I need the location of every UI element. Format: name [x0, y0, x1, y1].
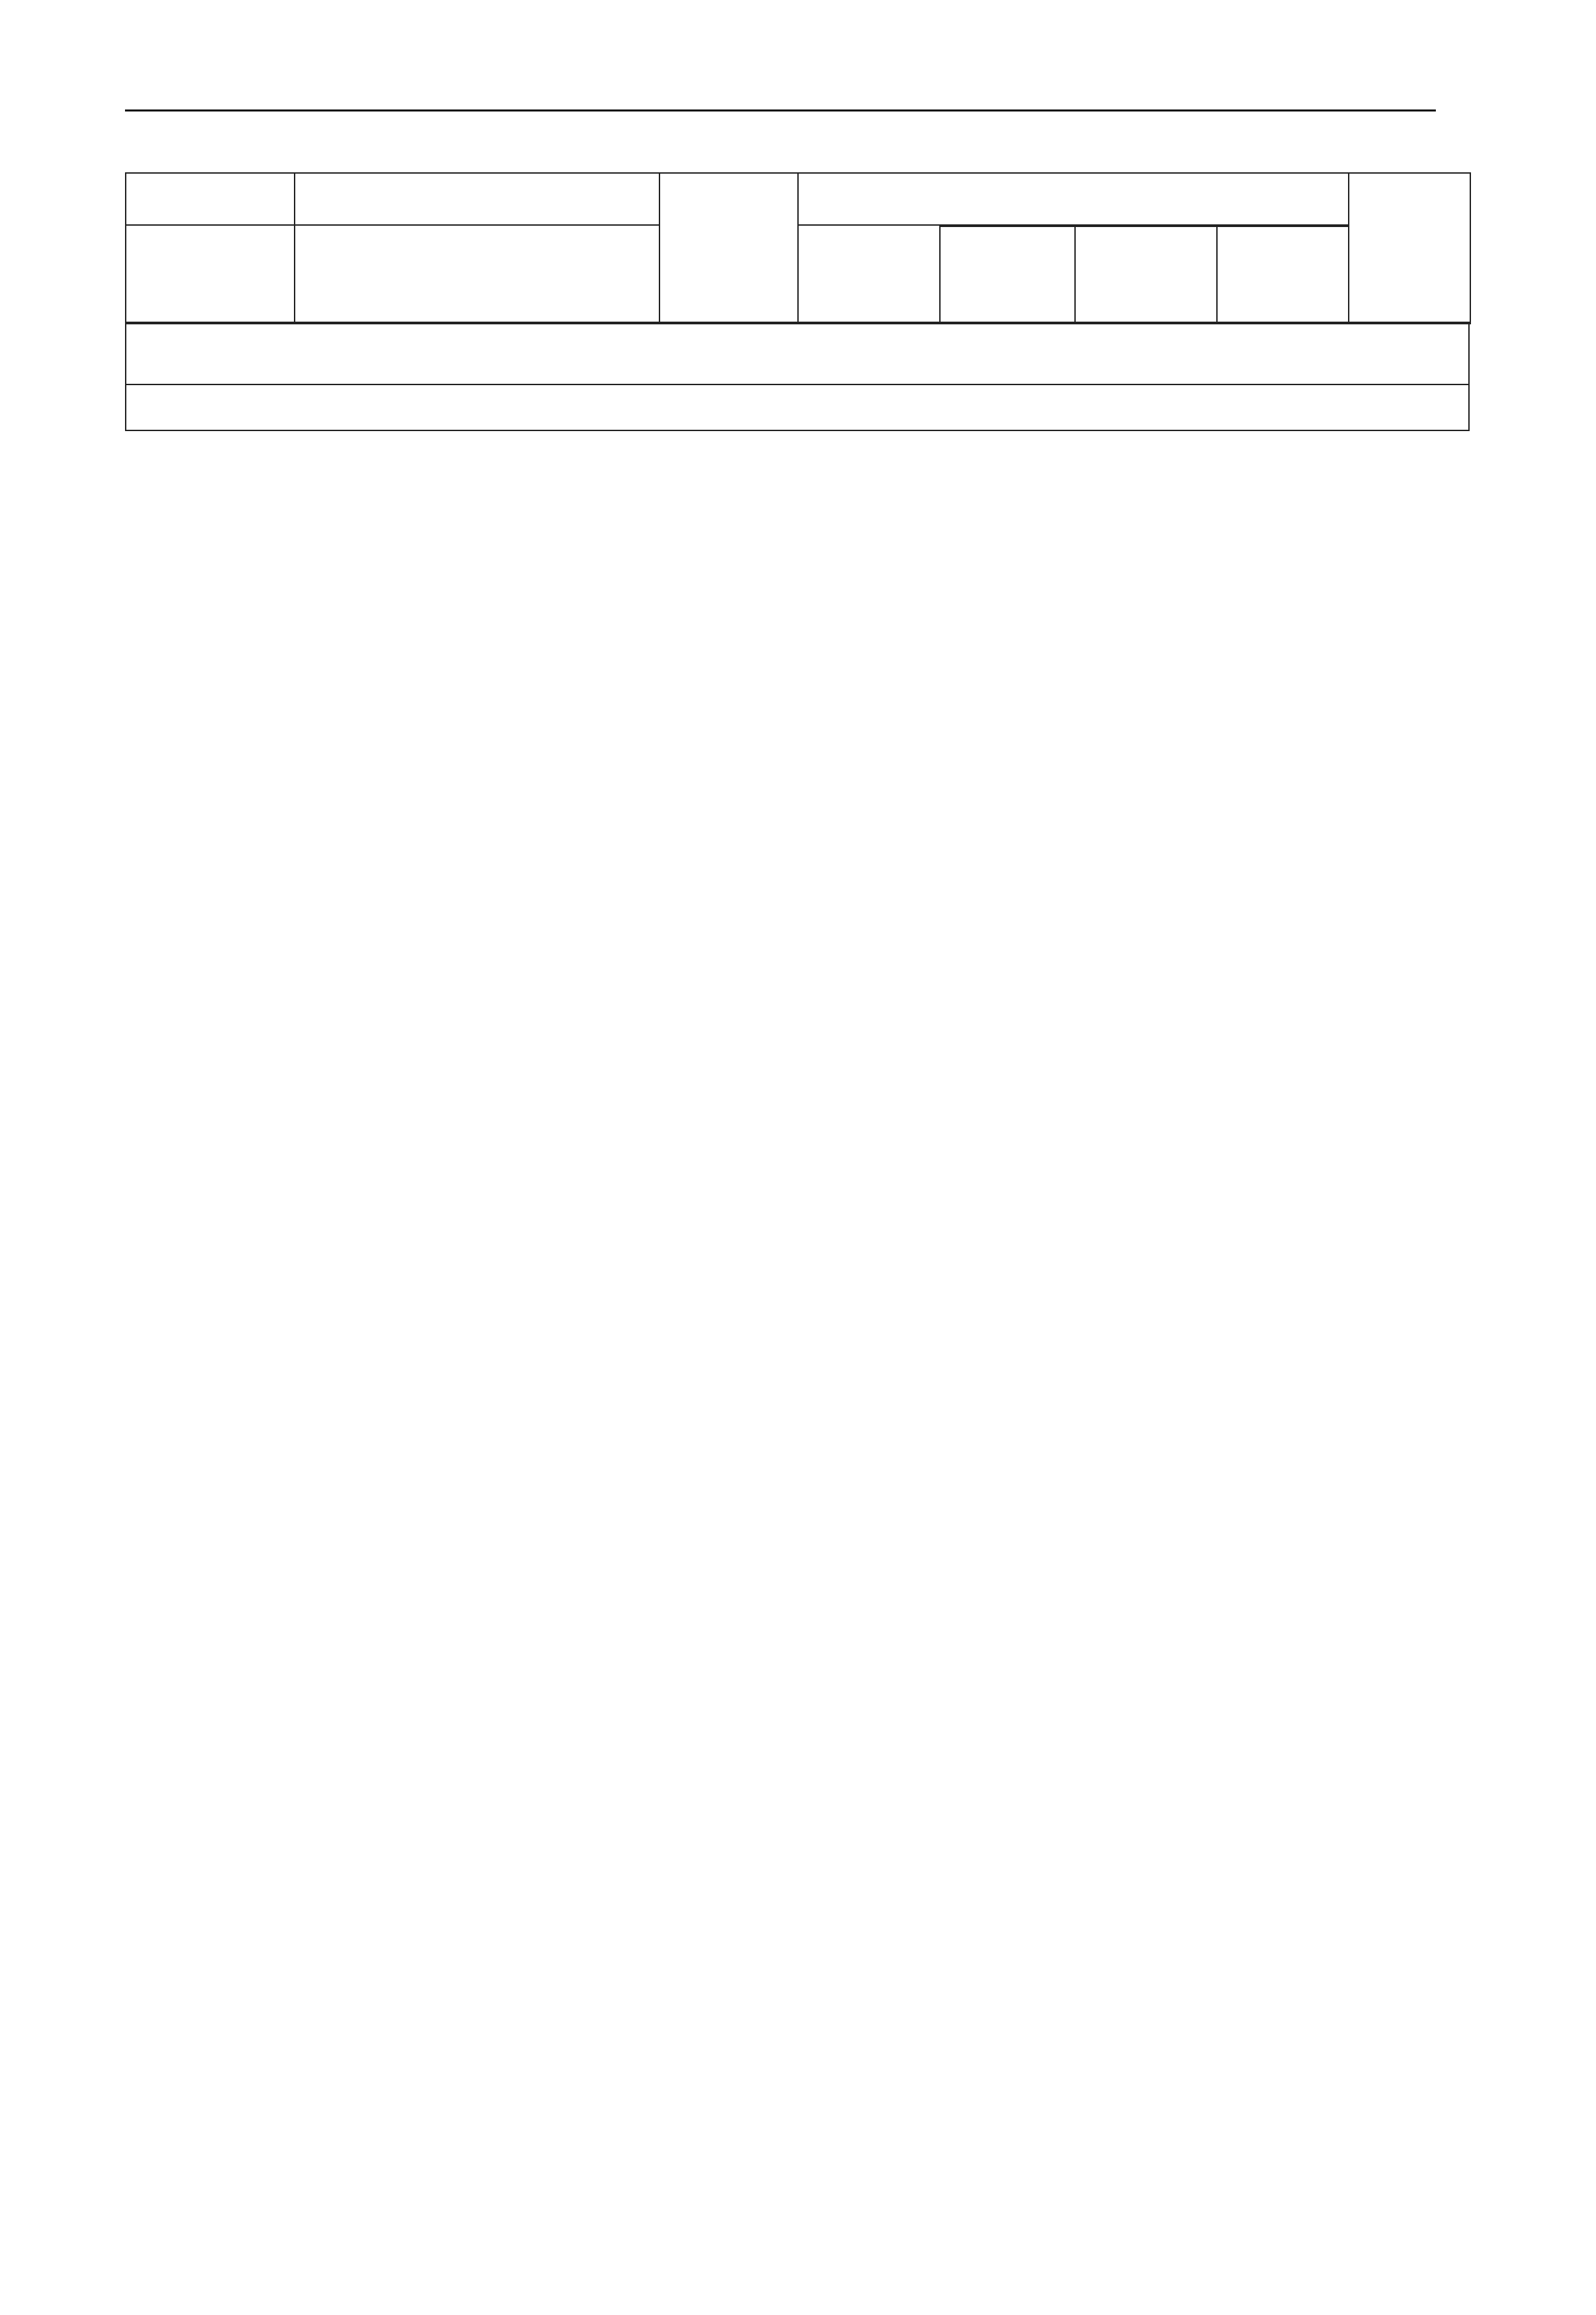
col-header-name-bottom — [295, 225, 659, 322]
section-box — [125, 324, 1470, 385]
col-header-name-top — [295, 173, 659, 225]
col-header-codes-top — [126, 173, 295, 225]
section-title — [126, 324, 1468, 372]
table-114-measure — [126, 430, 1468, 431]
col-header-unaccounted-materials — [1217, 226, 1349, 322]
section-box-114 — [125, 385, 1470, 431]
col-header-machinist-wages — [1075, 226, 1217, 322]
page-header — [125, 107, 1436, 111]
col-header-machines-total — [940, 226, 1075, 322]
col-header-codes-bottom — [126, 225, 295, 322]
col-header-including — [798, 173, 1349, 225]
header-table — [125, 172, 1471, 324]
column-numbers-row — [126, 322, 1470, 324]
col-header-labor — [1349, 173, 1470, 322]
document-frame — [125, 172, 1470, 431]
col-header-direct-costs — [659, 173, 798, 322]
col-header-wages — [798, 225, 940, 322]
